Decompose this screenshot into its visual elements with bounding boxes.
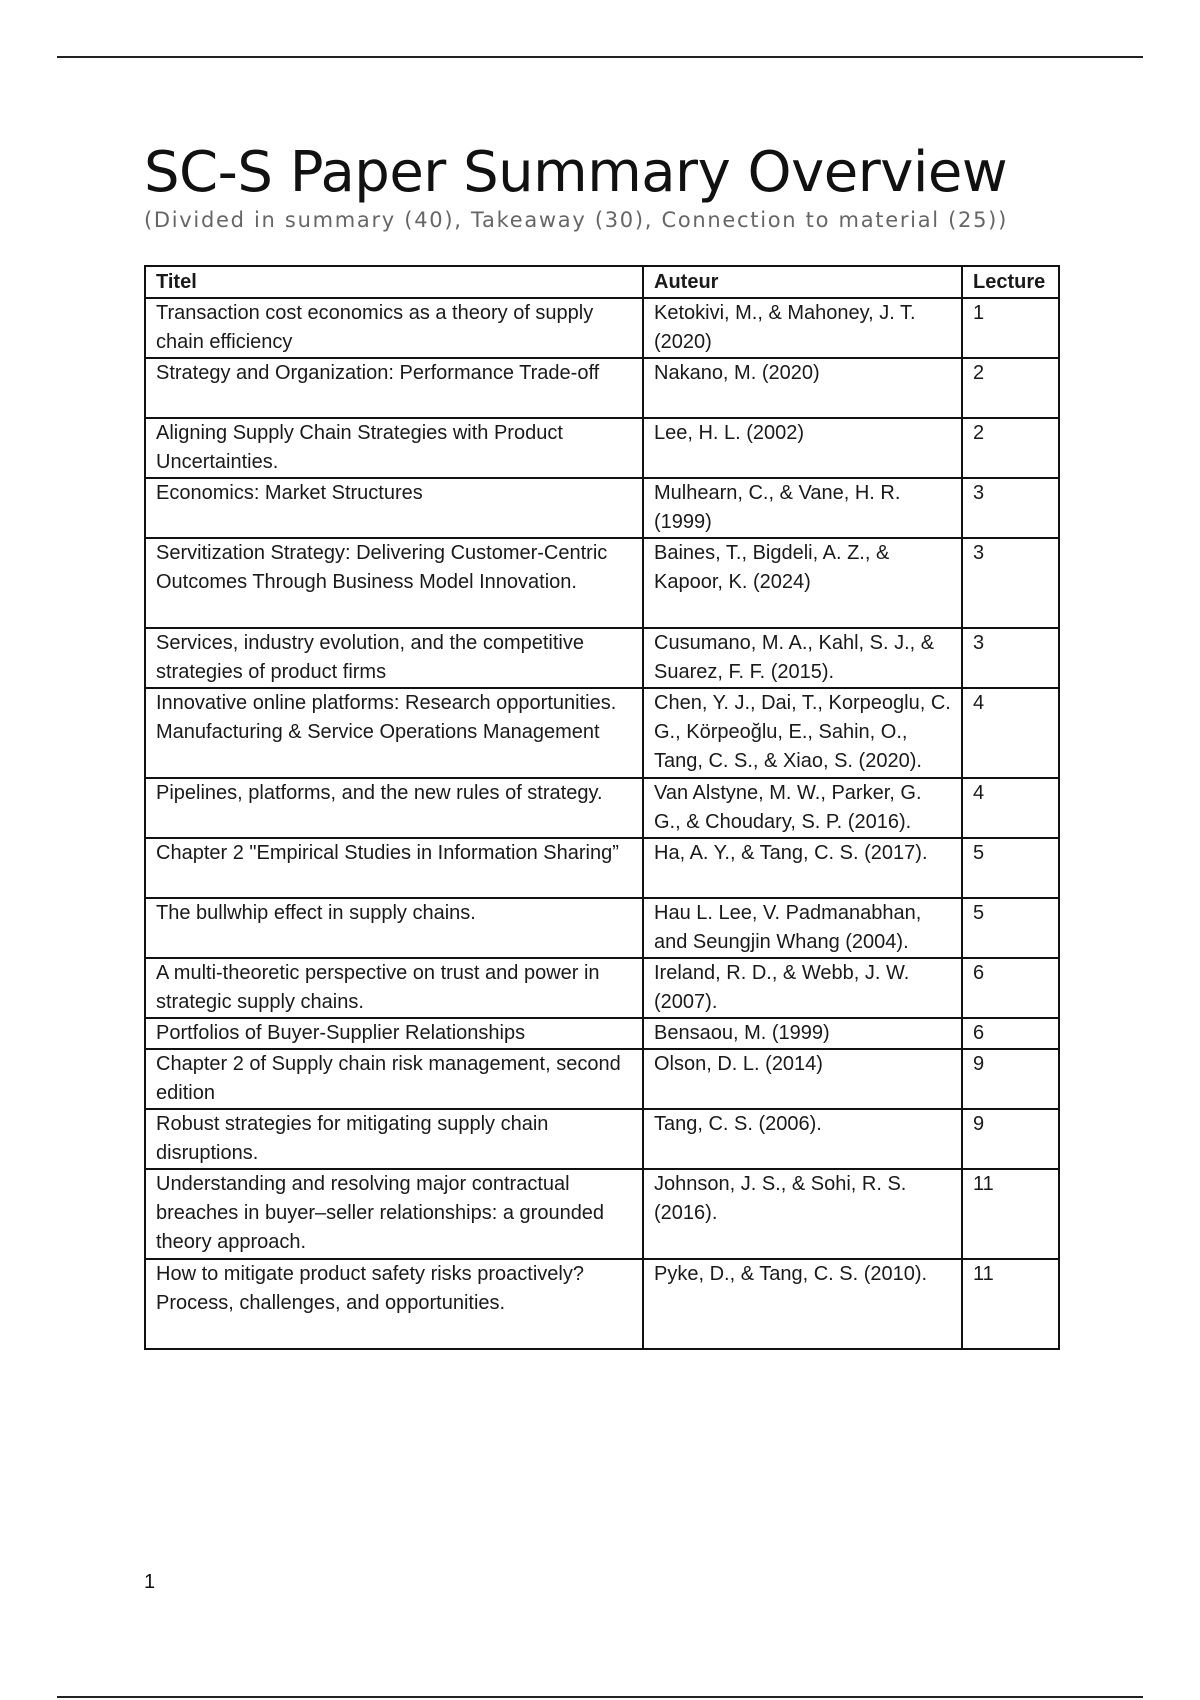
paper-title: Strategy and Organization: Performance Trade-off [145,358,643,418]
table-header-row [145,266,1059,298]
paper-lecture: 1 [962,298,1059,358]
paper-lecture: 6 [962,1018,1059,1049]
paper-lecture: 2 [962,418,1059,478]
paper-title: Chapter 2 of Supply chain risk management, second edition [145,1049,643,1109]
paper-author: Chen, Y. J., Dai, T., Korpeoglu, C. G., Körpeoğlu, E., Sahin, O., Tang, C. S., & Xiao, S. (2020). [643,688,962,778]
paper-lecture: 4 [962,688,1059,778]
paper-lecture: 6 [962,958,1059,1018]
paper-author: Cusumano, M. A., Kahl, S. J., & Suarez, F. F. (2015). [643,628,962,688]
table-row [145,1049,1059,1109]
paper-title: The bullwhip effect in supply chains. [145,898,643,958]
table-row [145,418,1059,478]
paper-title: Portfolios of Buyer-Supplier Relationships [145,1018,643,1049]
table-row [145,898,1059,958]
page-subtitle: (Divided in summary (40), Takeaway (30), Connection to material (25)) [144,208,1008,232]
paper-author: Van Alstyne, M. W., Parker, G. G., & Choudary, S. P. (2016). [643,778,962,838]
paper-author: Hau L. Lee, V. Padmanabhan, and Seungjin Whang (2004). [643,898,962,958]
table-row [145,1109,1059,1169]
table-row [145,838,1059,898]
paper-author: Pyke, D., & Tang, C. S. (2010). [643,1259,962,1349]
table-row [145,1169,1059,1259]
paper-title: How to mitigate product safety risks proactively? Process, challenges, and opportunities. [145,1259,643,1349]
paper-lecture: 4 [962,778,1059,838]
paper-author: Tang, C. S. (2006). [643,1109,962,1169]
paper-lecture: 9 [962,1049,1059,1109]
paper-lecture: 11 [962,1259,1059,1349]
paper-lecture: 5 [962,898,1059,958]
table-row [145,538,1059,628]
paper-author: Bensaou, M. (1999) [643,1018,962,1049]
paper-lecture: 11 [962,1169,1059,1259]
paper-author: Baines, T., Bigdeli, A. Z., & Kapoor, K. (2024) [643,538,962,628]
paper-title: Aligning Supply Chain Strategies with Product Uncertainties. [145,418,643,478]
footer-rule [57,1696,1143,1698]
header-rule [57,56,1143,58]
table-row [145,958,1059,1018]
paper-title: Chapter 2 "Empirical Studies in Information Sharing” [145,838,643,898]
paper-author: Ketokivi, M., & Mahoney, J. T. (2020) [643,298,962,358]
paper-lecture: 3 [962,628,1059,688]
paper-title: Servitization Strategy: Delivering Customer-Centric Outcomes Through Business Model Innovation. [145,538,643,628]
table-row [145,628,1059,688]
paper-author: Olson, D. L. (2014) [643,1049,962,1109]
paper-author: Johnson, J. S., & Sohi, R. S. (2016). [643,1169,962,1259]
paper-lecture: 3 [962,478,1059,538]
paper-lecture: 2 [962,358,1059,418]
page-title: SC-S Paper Summary Overview [144,140,1008,205]
paper-lecture: 3 [962,538,1059,628]
paper-author: Ireland, R. D., & Webb, J. W. (2007). [643,958,962,1018]
paper-author: Ha, A. Y., & Tang, C. S. (2017). [643,838,962,898]
paper-author: Mulhearn, C., & Vane, H. R. (1999) [643,478,962,538]
header-author: Auteur [643,266,962,298]
paper-title: Services, industry evolution, and the competitive strategies of product firms [145,628,643,688]
paper-title: Robust strategies for mitigating supply chain disruptions. [145,1109,643,1169]
table-row [145,298,1059,358]
paper-author: Lee, H. L. (2002) [643,418,962,478]
paper-lecture: 5 [962,838,1059,898]
table-row [145,1259,1059,1349]
table-row [145,778,1059,838]
header-title: Titel [145,266,643,298]
table-row [145,478,1059,538]
papers-table [144,265,1060,1350]
paper-title: Innovative online platforms: Research opportunities. Manufacturing & Service Operations Management [145,688,643,778]
table-row [145,358,1059,418]
paper-title: Transaction cost economics as a theory of supply chain efficiency [145,298,643,358]
paper-title: Economics: Market Structures [145,478,643,538]
page-number: 1 [144,1571,156,1593]
table-row [145,688,1059,778]
paper-lecture: 9 [962,1109,1059,1169]
paper-author: Nakano, M. (2020) [643,358,962,418]
table-row [145,1018,1059,1049]
paper-title: Pipelines, platforms, and the new rules of strategy. [145,778,643,838]
paper-title: A multi-theoretic perspective on trust and power in strategic supply chains. [145,958,643,1018]
paper-title: Understanding and resolving major contractual breaches in buyer–seller relationships: a grounded theory approach. [145,1169,643,1259]
header-lecture: Lecture [962,266,1059,298]
